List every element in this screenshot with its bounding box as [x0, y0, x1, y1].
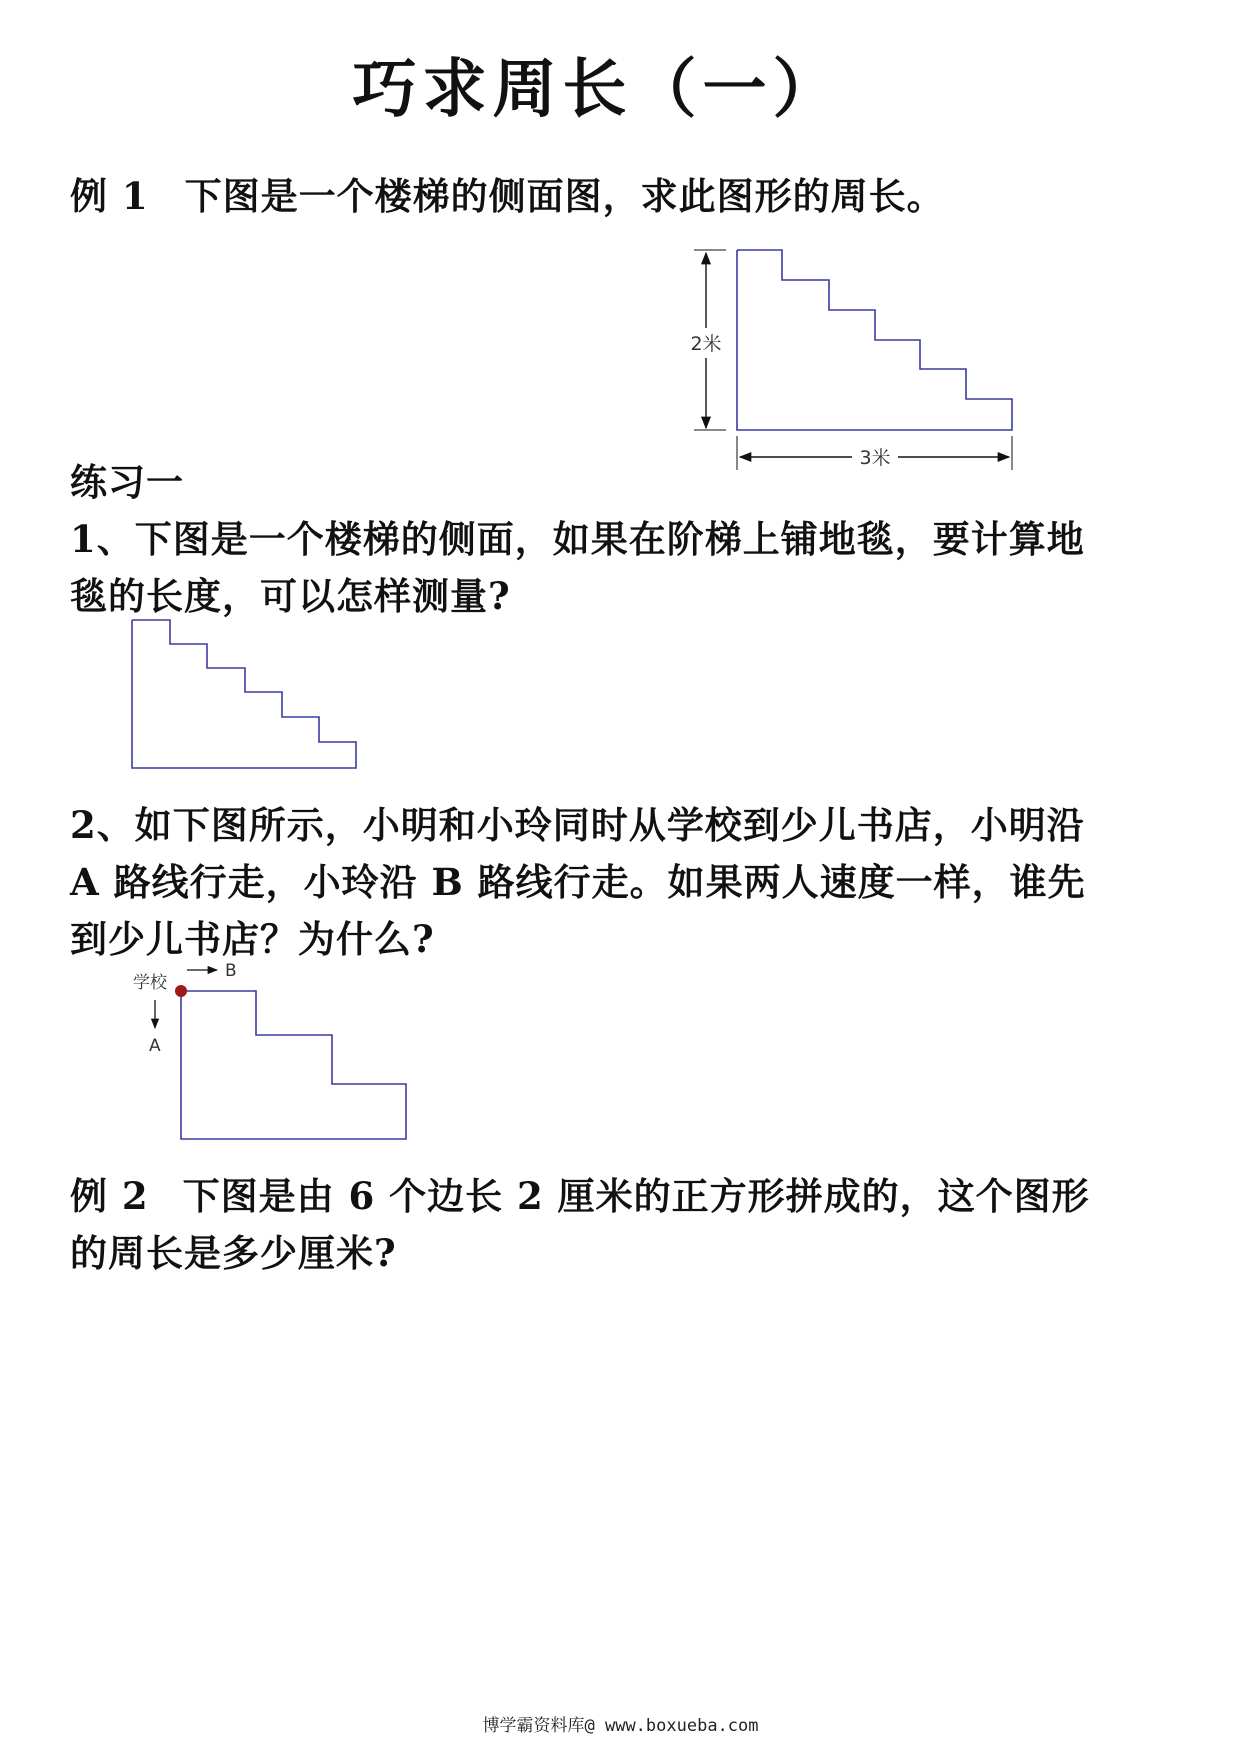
question1-line2: 毯的长度，可以怎样测量?	[70, 574, 511, 618]
school-dot	[175, 985, 187, 997]
staircase-outline	[132, 620, 356, 768]
question2-line3: 到少儿书店？为什么?	[70, 917, 435, 961]
route-a-label: A	[149, 1036, 161, 1056]
question2-line1: 2、如下图所示，小明和小玲同时从学校到少儿书店，小明沿	[70, 803, 1085, 847]
example1-line	[70, 166, 945, 220]
width-label: 3米	[859, 447, 891, 469]
route-b-label: B	[225, 961, 237, 981]
staircase-figure-question1	[120, 610, 370, 780]
route-figure-question2	[125, 958, 425, 1148]
staircase-outline	[737, 250, 1012, 430]
height-label: 2米	[690, 333, 722, 355]
footer-watermark: 博学霸资料库@ www.boxueba.com	[482, 1716, 759, 1736]
staircase-figure-example1	[680, 238, 1030, 478]
example2-line2: 的周长是多少厘米?	[70, 1231, 397, 1275]
example2-line1	[70, 1166, 1090, 1220]
example1-label: 例 1	[70, 174, 149, 218]
practice-heading: 练习一	[70, 460, 184, 504]
route-outline	[181, 991, 406, 1139]
page-title: 巧求周长（一）	[352, 52, 843, 127]
question1-line1: 1、下图是一个楼梯的侧面，如果在阶梯上铺地毯，要计算地	[70, 517, 1085, 561]
example2-text: 下图是由 6 个边长 2 厘米的正方形拼成的，这个图形	[182, 1174, 1090, 1218]
school-label: 学校	[133, 973, 167, 993]
example1-text: 下图是一个楼梯的侧面图，求此图形的周长。	[184, 174, 945, 218]
question2-line2: A 路线行走，小玲沿 B 路线行走。如果两人速度一样，谁先	[70, 860, 1086, 904]
example2-label: 例 2	[70, 1174, 149, 1218]
